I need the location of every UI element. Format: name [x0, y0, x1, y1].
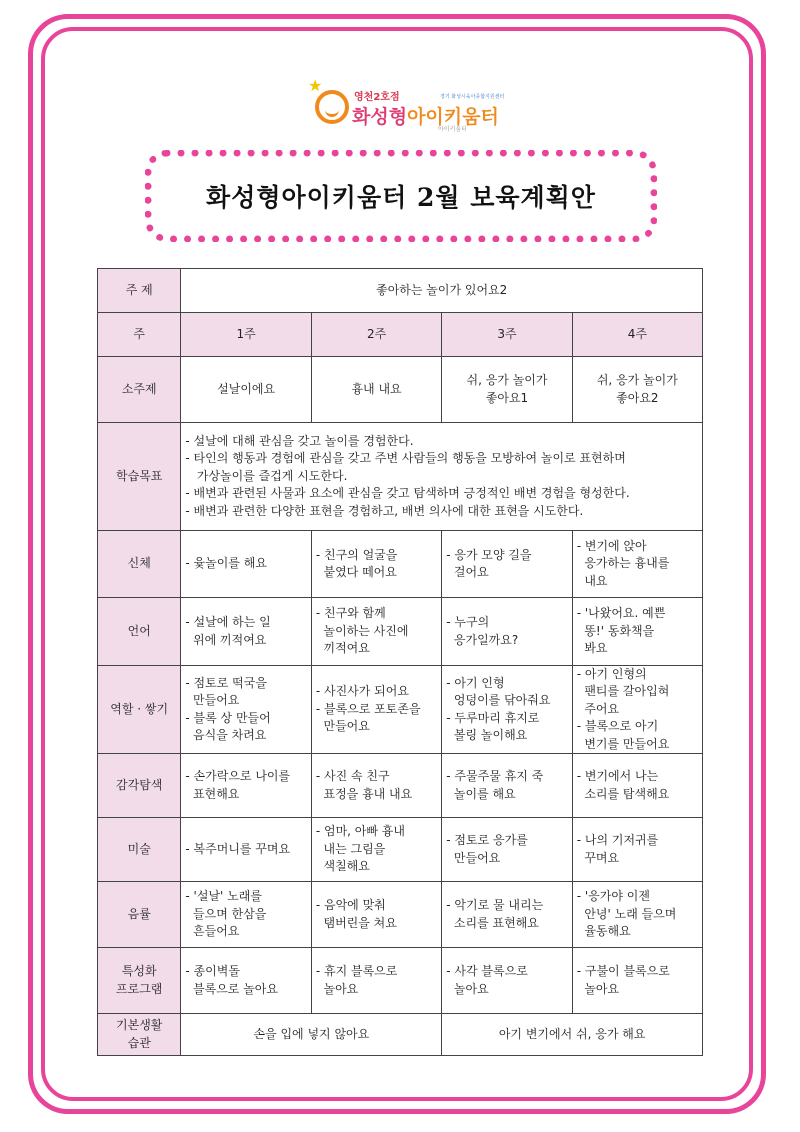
- subtheme-label: [98, 357, 181, 423]
- cell-line: 봐요: [576, 641, 608, 656]
- subtheme-cell: [311, 357, 441, 423]
- activity-cell: [311, 882, 441, 948]
- activity-cell: [572, 666, 702, 754]
- weeks-row: [98, 313, 703, 357]
- weeks-label: [98, 313, 181, 357]
- cell-line: 팬티를 갈아입혀: [576, 684, 670, 699]
- cell-line: 쉬, 응가 놀이가: [466, 373, 548, 388]
- activity-cell: [311, 754, 441, 818]
- activity-row: [98, 666, 703, 754]
- page-title: 화성형아이키움터 2월 보육계획안: [206, 183, 596, 212]
- cell-line: 만들어요: [185, 693, 240, 708]
- activity-cell: [181, 754, 311, 818]
- activity-cell: [572, 598, 702, 666]
- cell-line: 주: [133, 326, 145, 341]
- activity-label: [98, 531, 181, 598]
- activity-cell: [442, 754, 572, 818]
- title-box: [145, 150, 657, 242]
- activity-cell: [181, 882, 311, 948]
- activity-row: [98, 754, 703, 818]
- week-header: [181, 313, 311, 357]
- cell-line: - 변기에서 나는: [576, 769, 659, 784]
- cell-line: 미술: [127, 841, 151, 856]
- activity-row: [98, 531, 703, 598]
- cell-line: 내요: [576, 573, 608, 588]
- cell-line: 만들어요: [315, 719, 370, 734]
- week-header: [442, 313, 572, 357]
- cell-line: - 엄마, 아빠 흉내: [315, 824, 405, 839]
- cell-line: 변기를 만들어요: [576, 736, 670, 751]
- cell-line: 꾸며요: [576, 850, 620, 865]
- activity-cell: [181, 948, 311, 1014]
- cell-line: - 휴지 블록으로: [315, 964, 398, 979]
- plan-table: [97, 268, 703, 1056]
- activity-cell: [181, 598, 311, 666]
- activity-row: [98, 948, 703, 1014]
- cell-line: 율동해요: [576, 924, 631, 939]
- cell-line: - '응가야 이젠: [576, 889, 650, 904]
- cell-line: 위에 끼적여요: [185, 632, 267, 647]
- cell-line: - 아기 인형: [446, 675, 505, 690]
- cell-line: - 블록으로 포토존을: [315, 701, 421, 716]
- cell-line: 놀아요: [315, 981, 359, 996]
- habits-label: [98, 1014, 181, 1056]
- cell-line: - 타인의 행동과 경험에 관심을 갖고 주변 사람들의 행동을 모방하여 놀이로 표현하며: [185, 451, 626, 466]
- activity-cell: [442, 666, 572, 754]
- activity-cell: [181, 666, 311, 754]
- cell-line: 놀아요: [446, 981, 489, 996]
- star-icon: ★: [308, 76, 323, 95]
- activity-cell: [442, 531, 572, 598]
- activity-cell: [442, 882, 572, 948]
- activity-row: [98, 598, 703, 666]
- activity-cell: [181, 818, 311, 882]
- cell-line: - 점토로 떡국을: [185, 675, 267, 690]
- subtheme-cell: [572, 357, 702, 423]
- cell-line: 음률: [127, 906, 151, 921]
- goals-row: [98, 423, 703, 531]
- cell-line: - 손가락으로 나이를: [185, 769, 291, 784]
- activity-label: [98, 754, 181, 818]
- cell-line: 응가하는 흉내를: [576, 556, 670, 571]
- cell-line: 놀이를 해요: [446, 786, 516, 801]
- cell-line: 엉덩이를 닦아줘요: [446, 693, 551, 708]
- cell-line: 소리를 표현해요: [446, 915, 539, 930]
- activity-cell: [181, 531, 311, 598]
- cell-line: 손을 입에 넣지 않아요: [253, 1026, 370, 1041]
- cell-line: - 배변과 관련한 다양한 표현을 경험하고, 배변 의사에 대한 표현을 시도한다.: [185, 503, 584, 518]
- cell-line: 기본생활: [116, 1018, 163, 1033]
- cell-line: 습관: [127, 1035, 151, 1050]
- cell-line: 아기 변기에서 쉬, 응가 해요: [498, 1026, 646, 1041]
- cell-line: 설날이에요: [217, 381, 276, 396]
- cell-line: 가상놀이를 즐겁게 시도한다.: [185, 468, 348, 483]
- cell-line: 언어: [127, 623, 151, 638]
- cell-line: 들으며 한삼을: [185, 906, 267, 921]
- cell-line: 흉내 내요: [351, 381, 402, 396]
- cell-line: 안녕' 노래 들으며: [576, 906, 677, 921]
- activity-cell: [572, 531, 702, 598]
- activity-cell: [442, 598, 572, 666]
- cell-line: 신체: [127, 556, 151, 571]
- cell-line: 음식을 차려요: [185, 727, 267, 742]
- cell-line: - 복주머니를 꾸며요: [185, 841, 291, 856]
- cell-line: 프로그램: [116, 981, 163, 996]
- smile-face-icon: [315, 90, 349, 124]
- cell-line: - 사각 블록으로: [446, 964, 528, 979]
- cell-line: - 아기 인형의: [576, 667, 647, 682]
- cell-line: 역할 · 쌓기: [110, 701, 169, 716]
- activity-row: [98, 818, 703, 882]
- cell-line: 블록으로 놀아요: [185, 981, 278, 996]
- cell-line: - 음악에 맞춰: [315, 898, 386, 913]
- activity-label: [98, 818, 181, 882]
- cell-line: 2주: [366, 326, 387, 341]
- activity-cell: [311, 598, 441, 666]
- cell-line: 특성화: [121, 964, 157, 979]
- cell-line: 흔들어요: [185, 924, 240, 939]
- cell-line: - 나의 기저귀를: [576, 833, 659, 848]
- activity-row: [98, 882, 703, 948]
- cell-line: - 두루마리 휴지로: [446, 710, 540, 725]
- week-header: [572, 313, 702, 357]
- cell-line: 놀이하는 사진에: [315, 623, 409, 638]
- cell-line: 주어요: [576, 701, 620, 716]
- habits-left: [181, 1014, 442, 1056]
- activity-label: [98, 666, 181, 754]
- cell-line: 탬버린을 쳐요: [315, 915, 397, 930]
- cell-line: 좋아요1: [485, 390, 529, 405]
- logo-name-b: 아이키움터: [407, 106, 499, 128]
- logo-name-a: 화성형: [352, 106, 408, 128]
- cell-line: 표현해요: [185, 786, 240, 801]
- cell-line: 1주: [236, 326, 256, 341]
- cell-line: - 윷놀이를 해요: [185, 556, 267, 571]
- logo-name: [352, 102, 499, 129]
- activity-cell: [572, 754, 702, 818]
- subtheme-cell: [442, 357, 572, 423]
- subtheme-row: [98, 357, 703, 423]
- cell-line: 주 제: [125, 282, 153, 297]
- theme-value: [181, 269, 703, 313]
- cell-line: - '나왔어요. 예쁜: [576, 606, 666, 621]
- cell-line: 색칠해요: [315, 859, 370, 874]
- activity-cell: [572, 818, 702, 882]
- cell-line: 똥!' 동화책을: [576, 623, 655, 638]
- activity-label: [98, 882, 181, 948]
- activity-label: [98, 598, 181, 666]
- cell-line: 좋아하는 놀이가 있어요2: [376, 282, 508, 297]
- cell-line: - 종이벽돌: [185, 964, 240, 979]
- goals-cell: [181, 423, 703, 531]
- cell-line: 만들어요: [446, 850, 501, 865]
- center-logo: [300, 76, 510, 140]
- week-header: [311, 313, 441, 357]
- cell-line: - 사진사가 되어요: [315, 684, 409, 699]
- theme-row: [98, 269, 703, 313]
- cell-line: 걸어요: [446, 565, 489, 579]
- cell-line: - 설날에 대해 관심을 갖고 놀이를 경험한다.: [185, 434, 414, 449]
- cell-line: - 변기에 앉아: [576, 538, 647, 553]
- cell-line: - 누구의: [446, 615, 490, 630]
- cell-line: 붙였다 떼어요: [315, 565, 397, 579]
- activity-cell: [572, 882, 702, 948]
- logo-tag: 영천2호점: [354, 92, 400, 103]
- cell-line: 좋아요2: [616, 390, 659, 405]
- cell-line: - 블록 상 만들어: [185, 710, 271, 725]
- cell-line: 소리를 탐색해요: [576, 786, 670, 801]
- cell-line: 표정을 흉내 내요: [315, 786, 413, 801]
- activity-cell: [311, 948, 441, 1014]
- cell-line: 4주: [627, 326, 647, 341]
- cell-line: - 구불이 블록으로: [576, 964, 670, 979]
- habits-right: [442, 1014, 703, 1056]
- habits-row: [98, 1014, 703, 1056]
- cell-line: - 주물주물 휴지 죽: [446, 769, 544, 784]
- cell-line: - 사진 속 친구: [315, 769, 390, 784]
- activity-cell: [311, 666, 441, 754]
- cell-line: - 점토로 응가를: [446, 833, 528, 848]
- cell-line: 끼적여요: [315, 641, 370, 656]
- logo-sub: 아이키움터: [438, 126, 467, 133]
- cell-line: - 응가 모양 길을: [446, 547, 532, 562]
- cell-line: 놀아요: [576, 981, 620, 996]
- cell-line: 쉬, 응가 놀이가: [596, 373, 678, 388]
- cell-line: - 친구의 얼굴을: [315, 547, 398, 562]
- activity-cell: [311, 818, 441, 882]
- cell-line: - 배변과 관련된 사물과 요소에 관심을 갖고 탐색하며 긍정적인 배변 경험을 형성한다.: [185, 486, 630, 501]
- activity-label: [98, 948, 181, 1014]
- subtheme-cell: [181, 357, 311, 423]
- cell-line: 볼링 놀이해요: [446, 727, 528, 742]
- cell-line: - 설날에 하는 일: [185, 615, 271, 630]
- activity-cell: [311, 531, 441, 598]
- cell-line: 내는 그림을: [315, 841, 386, 856]
- activity-cell: [442, 818, 572, 882]
- cell-line: 응가일까요?: [446, 632, 519, 647]
- logo-org: 경기 화성시육아종합지원센터: [440, 94, 505, 100]
- cell-line: - 블록으로 아기: [576, 719, 659, 734]
- theme-label: [98, 269, 181, 313]
- goals-label: [98, 423, 181, 531]
- activity-cell: [572, 948, 702, 1014]
- cell-line: - 악기로 물 내리는: [446, 898, 544, 913]
- cell-line: 소주제: [121, 381, 157, 396]
- cell-line: - '설날' 노래를: [185, 889, 262, 904]
- cell-line: 학습목표: [116, 468, 163, 483]
- activity-cell: [442, 948, 572, 1014]
- cell-line: 감각탐색: [116, 777, 163, 792]
- cell-line: 3주: [497, 326, 517, 341]
- cell-line: - 친구와 함께: [315, 606, 386, 621]
